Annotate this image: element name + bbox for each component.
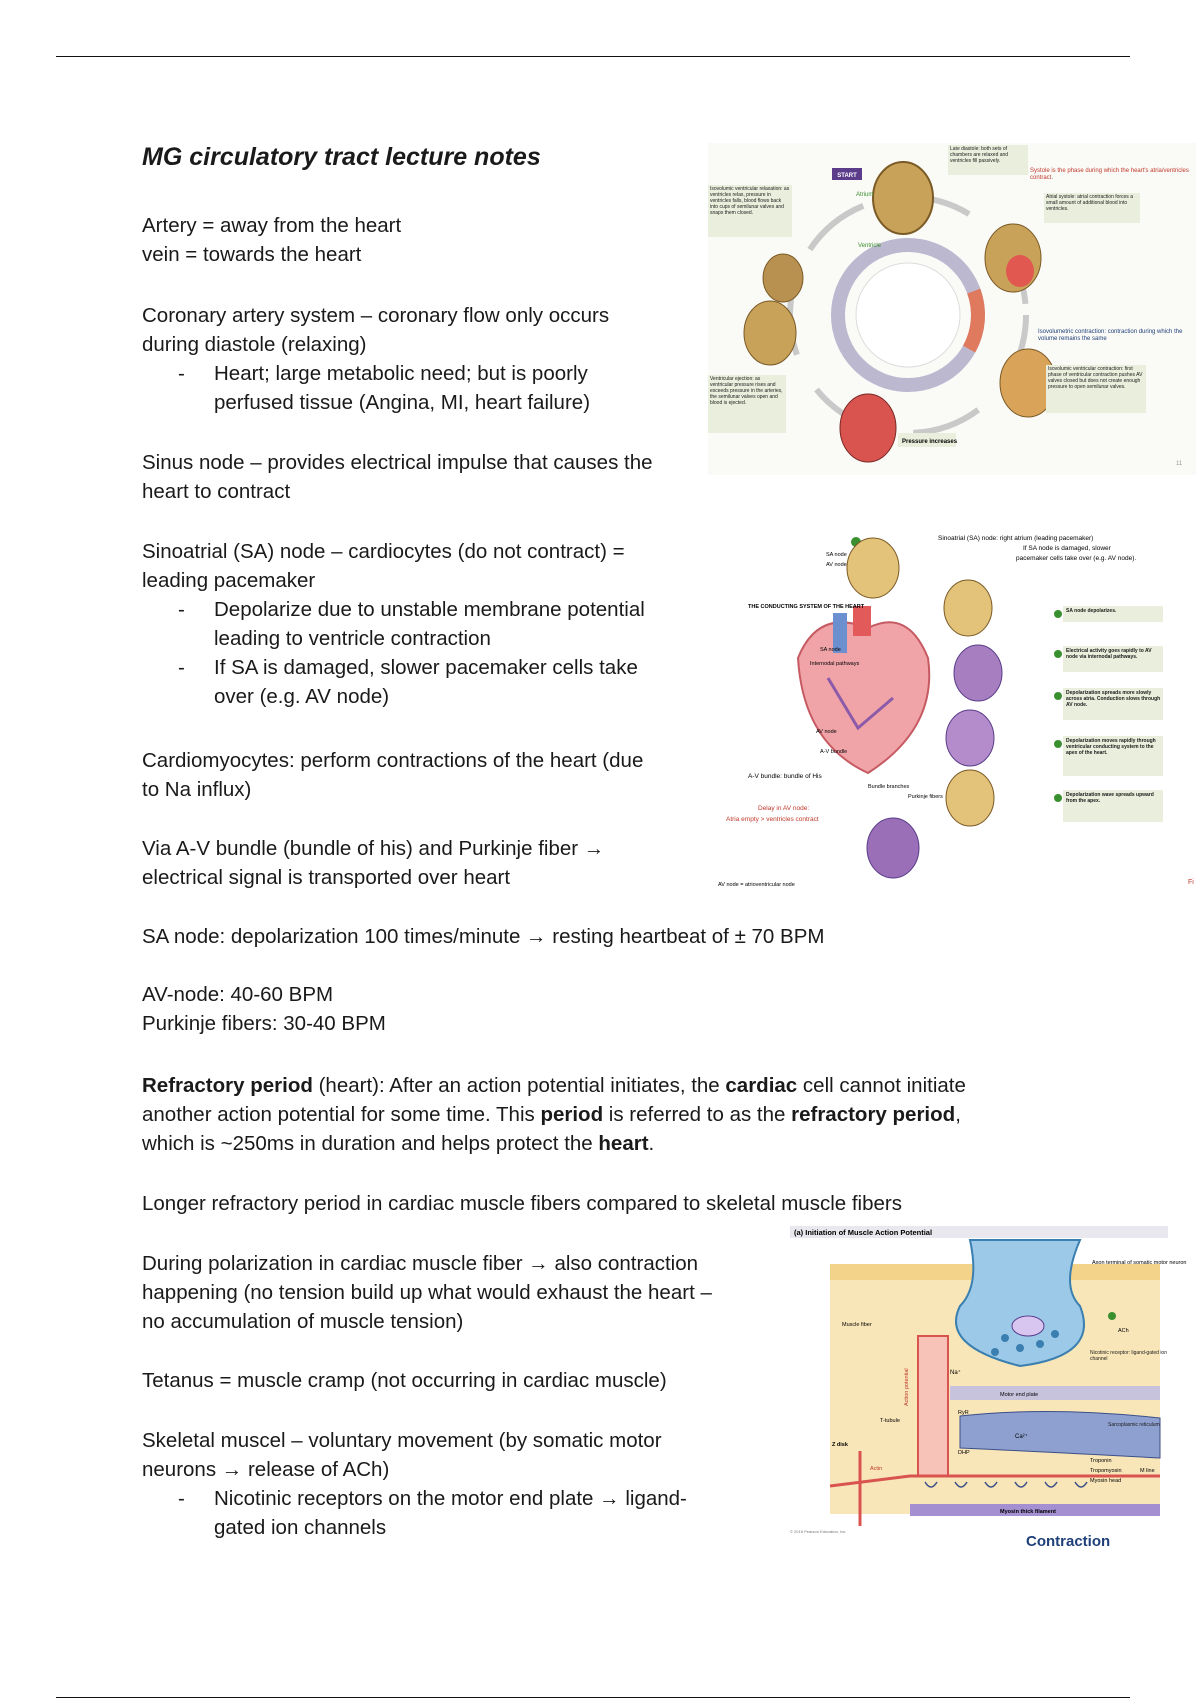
- refr-text-3: another action potential for some time. This: [142, 1103, 541, 1126]
- text-sa-node: [142, 537, 702, 711]
- refr-bold-4: refractory period: [791, 1103, 956, 1126]
- dhp-label: DHP: [958, 1450, 970, 1456]
- delay-note: Delay in AV node:: [758, 805, 810, 812]
- av-line-1: Via A-V bundle (bundle of his) and Purkinje fiber →: [142, 837, 605, 860]
- coronary-bullet: - Heart; large metabolic need; but is poorly: [142, 359, 702, 388]
- refr-text-5: ,: [955, 1103, 961, 1126]
- cardio-line-1: Cardiomyocytes: perform contractions of the heart (due: [142, 749, 644, 772]
- iso-contraction-note: Isovolumetric contraction: contraction during which the volume remains the same: [1038, 329, 1183, 342]
- myosin-thick-label: Myosin thick filament: [1000, 1509, 1056, 1515]
- text-cardiomyocytes: [142, 746, 702, 804]
- ach-label: ACh: [1118, 1328, 1129, 1334]
- atrial-systole-note: Atrial systole: atrial contraction forces a small amount of additional blood into ventricles.: [1046, 194, 1133, 212]
- av-bundle-label: A-V bundle: [820, 749, 848, 755]
- figure3-title: (a) Initiation of Muscle Action Potential: [794, 1228, 933, 1237]
- line-artery: Artery = away from the heart: [142, 214, 402, 237]
- skeletal-line-2: neurons → release of ACh): [142, 1458, 390, 1481]
- text-sinus: [142, 448, 702, 506]
- top-rule: [56, 56, 1130, 57]
- purkinje-label: Purkinje fibers: [908, 794, 943, 800]
- text-polarization: [142, 1249, 792, 1336]
- polar-line-3: no accumulation of muscle tension): [142, 1310, 464, 1333]
- cardio-line-2: to Na influx): [142, 778, 252, 801]
- av-line-2: electrical signal is transported over heart: [142, 866, 511, 889]
- refr-line-2: [142, 1100, 1142, 1129]
- text-longer: [142, 1189, 1142, 1218]
- copyright-label: © 2016 Pearson Education, Inc.: [790, 1529, 847, 1534]
- action-potential-label: Action potential: [904, 1368, 910, 1406]
- text-artery-vein: [142, 211, 702, 269]
- skeletal-bullet-cont: gated ion channels: [214, 1516, 387, 1539]
- conducting-system-figure: [708, 528, 1198, 896]
- text-av-bundle: [142, 834, 702, 892]
- polar-line-1: During polarization in cardiac muscle fiber → also contraction: [142, 1252, 699, 1275]
- refr-bold-1: Refractory period: [142, 1074, 313, 1097]
- myosin-head-label: Myosin head: [1090, 1478, 1122, 1484]
- refr-text-2: cell cannot initiate: [797, 1074, 966, 1097]
- text-tetanus: [142, 1366, 792, 1395]
- refr-text-7: .: [648, 1132, 655, 1155]
- conducting-title: THE CONDUCTING SYSTEM OF THE HEART: [748, 604, 865, 610]
- atria-empty-note: Atria empty > ventricles contract: [726, 816, 819, 823]
- atrium-label: Atrium: [856, 192, 874, 198]
- step-3: Depolarization spreads more slowly across atria. Conduction slows through AV node.: [1066, 690, 1161, 708]
- refr-bold-5: heart: [598, 1132, 649, 1155]
- av-footnote: AV node = atrioventricular node: [718, 882, 795, 888]
- t-tubule-label: T-tubule: [880, 1418, 900, 1424]
- skeletal-bullet: - Nicotinic receptors on the motor end plate → ligand-: [142, 1484, 792, 1513]
- sinus-line-1: Sinus node – provides electrical impulse that causes the: [142, 451, 653, 474]
- motor-end-plate-label: Motor end plate: [1000, 1392, 1039, 1398]
- step-2: Electrical activity goes rapidly to AV node via internodal pathways.: [1066, 648, 1152, 660]
- step-4: Depolarization moves rapidly through ventricular conducting system to the apex of the heart.: [1066, 738, 1156, 756]
- sa-bullet-1-cont: leading to ventricle contraction: [214, 627, 491, 650]
- refr-text-6: which is ~250ms in duration and helps protect the: [142, 1132, 599, 1155]
- ca-label: Ca²⁺: [1015, 1434, 1028, 1440]
- coronary-bullet-cont: perfused tissue (Angina, MI, heart failure): [214, 391, 591, 414]
- sarcoplasmic-label: Sarcoplasmic reticulum: [1108, 1422, 1160, 1428]
- refr-line-1: [142, 1071, 1142, 1100]
- polar-line-2: happening (no tension build up what would exhaust the heart –: [142, 1281, 712, 1304]
- iso-relaxation-note: Isovolumic ventricular relaxation: as ventricles relax, pressure in ventricles falls, blood flows back into cups of semilunar valves and snaps them closed.: [710, 186, 790, 216]
- sa-rate: SA node: depolarization 100 times/minute → resting heartbeat of ± 70 BPM: [142, 925, 825, 948]
- sinus-line-2: heart to contract: [142, 480, 291, 503]
- na-label: Na⁺: [950, 1370, 961, 1376]
- bottom-rule: [56, 1697, 1130, 1698]
- av-node-label: AV node: [826, 562, 847, 568]
- sa-bullet-2-cont: over (e.g. AV node): [214, 685, 390, 708]
- pressure-label: Pressure increases: [902, 439, 958, 445]
- refr-text-1: (heart): After an action potential initiates, the: [312, 1074, 726, 1097]
- systole-note: Systole is the phase during which the heart's atria/ventricles contract.: [1030, 168, 1189, 181]
- sa-bullet-2: - If SA is damaged, slower pacemaker cells take: [142, 653, 702, 682]
- ryr-label: RyR: [958, 1410, 969, 1416]
- text-coronary: [142, 301, 702, 417]
- contraction-label: Contraction: [1026, 1533, 1111, 1550]
- muscle-fiber-label: Muscle fiber: [842, 1322, 872, 1328]
- cardiac-cycle-figure: [708, 143, 1196, 475]
- sa-node-label-2: SA node: [820, 647, 841, 653]
- start-label: START: [837, 173, 857, 179]
- tropomyosin-label: Tropomyosin: [1090, 1468, 1122, 1474]
- troponin-label: Troponin: [1090, 1458, 1112, 1464]
- refr-line-3: [142, 1129, 1142, 1158]
- sa-note-3: pacemaker cells take over (e.g. AV node).: [1016, 555, 1137, 562]
- step-5: Depolarization wave spreads upward from the apex.: [1066, 792, 1154, 804]
- axon-label: Axon terminal of somatic motor neuron: [1092, 1260, 1187, 1266]
- ejection-note: Ventricular ejection: as ventricular pressure rises and exceeds pressure in the arteries, the semilunar valves open and blood is ejected.: [710, 376, 783, 406]
- skeletal-line-1: Skeletal muscel – voluntary movement (by somatic motor: [142, 1429, 662, 1452]
- iso-contraction-box: Isovolumic ventricular contraction: first phase of ventricular contraction pushes AV valves closed but does not create enough pressure to open semilunar valves.: [1048, 366, 1143, 390]
- late-diastole-note: Late diastole: both sets of chambers are relaxed and ventricles fill passively.: [950, 146, 1009, 164]
- ventricle-label: Ventricle: [858, 243, 882, 249]
- bundle-branches-label: Bundle branches: [868, 784, 910, 790]
- internodal-label: Internodal pathways: [810, 661, 860, 667]
- longer-line: Longer refractory period in cardiac muscle fibers compared to skeletal muscle fibers: [142, 1192, 902, 1215]
- av-node-label-2: AV node: [816, 729, 837, 735]
- refr-bold-2: cardiac: [725, 1074, 798, 1097]
- muscle-action-potential-figure: [790, 1226, 1187, 1562]
- nicotinic-label: Nicotinic receptor: ligand-gated ion channel: [1090, 1350, 1167, 1362]
- sa-note-2: If SA node is damaged, slower: [1023, 545, 1111, 552]
- actin-label: Actin: [870, 1466, 883, 1472]
- sa-note-1: Sinoatrial (SA) node: right atrium (leading pacemaker): [938, 535, 1094, 542]
- refr-bold-3: period: [540, 1103, 604, 1126]
- line-vein: vein = towards the heart: [142, 243, 362, 266]
- text-skeletal: [142, 1426, 792, 1542]
- tetanus-line: Tetanus = muscle cramp (not occurring in cardiac muscle): [142, 1369, 667, 1392]
- m-line-label: M line: [1140, 1468, 1155, 1474]
- text-refractory: [142, 1071, 1142, 1158]
- figure-page-number: 11: [1176, 461, 1183, 467]
- av-bundle-note: A-V bundle: bundle of His: [748, 773, 822, 780]
- page-title: MG circulatory tract lecture notes: [142, 143, 541, 171]
- purkinje-rate: Purkinje fibers: 30-40 BPM: [142, 1012, 386, 1035]
- av-rate: AV-node: 40-60 BPM: [142, 983, 334, 1006]
- sa-line-2: leading pacemaker: [142, 569, 316, 592]
- text-rates: [142, 922, 1122, 1038]
- sa-line-1: Sinoatrial (SA) node – cardiocytes (do not contract) =: [142, 540, 625, 563]
- refr-text-4: is referred to as the: [603, 1103, 792, 1126]
- sa-bullet-1: - Depolarize due to unstable membrane potential: [142, 595, 702, 624]
- step-1: SA node depolarizes.: [1066, 608, 1117, 614]
- coronary-line-1: Coronary artery system – coronary flow only occurs: [142, 304, 610, 327]
- z-disk-label: Z disk: [832, 1442, 848, 1448]
- sa-node-label: SA node: [826, 552, 847, 558]
- fig-label: Fi: [1188, 879, 1194, 886]
- coronary-line-2: during diastole (relaxing): [142, 333, 367, 356]
